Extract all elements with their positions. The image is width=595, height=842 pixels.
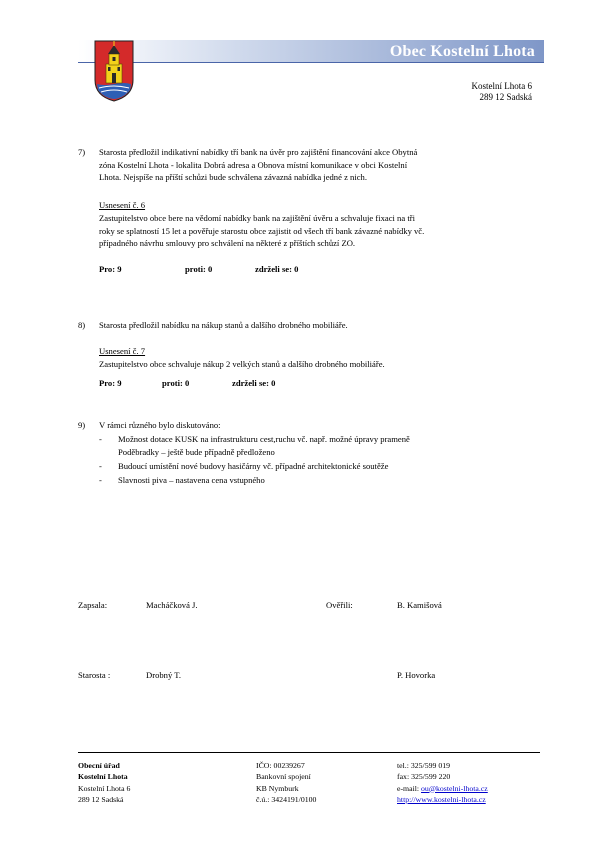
bullet-3-text: Slavnosti piva – nastavena cena vstupného (118, 475, 265, 485)
bullet-1-line-2: Poděbradky – ještě bude případně předloženo (118, 446, 275, 457)
footer-office-zip: 289 12 Sadská (78, 794, 124, 804)
bullet-dash-3: - (99, 475, 102, 485)
address-line-2: 289 12 Sadská (479, 92, 532, 102)
footer-fax: fax: 325/599 220 (397, 772, 451, 782)
recorded-by-name: Macháčková J. (146, 600, 198, 610)
item-9-number: 9) (78, 420, 86, 430)
recorded-by-label: Zapsala: (78, 600, 108, 610)
vote-7-against: proti: 0 (162, 378, 190, 388)
footer-contact (397, 760, 488, 805)
resolution-6-title: Usnesení č. 6 (99, 200, 146, 210)
item-7-line-2: zóna Kostelní Lhota - lokalita Dobrá adresa a Obnova místní komunikace v obci Kostelní (99, 159, 408, 170)
footer-bank-label: Bankovní spojení (256, 772, 311, 782)
bullet-1-line-1: Možnost dotace KUSK na infrastrukturu cest,ruchu vč. např. možné úpravy prameně (118, 434, 410, 444)
footer-office (78, 760, 130, 805)
footer-ico: IČO: 00239267 (256, 761, 305, 770)
item-7-line-3: Lhota. Nejspíše na příští schůzi bude schválena závazná nabídka jedné z nich. (99, 172, 367, 182)
item-7-number: 7) (78, 147, 86, 157)
mayor-name: Drobný T. (146, 670, 182, 680)
resolution-7-text: Zastupitelstvo obce schvaluje nákup 2 velkých stanů a dalšího drobného mobiliáře. (99, 359, 385, 369)
footer-email-label: e-mail: (397, 783, 422, 793)
item-9-text: V rámci různého bylo diskutováno: (99, 420, 221, 430)
vote-7-for: Pro: 9 (99, 378, 122, 388)
verified-by-label: Ověřili: (326, 600, 353, 610)
bullet-2-text: Budoucí umístění nové budovy hasičárny vč. případné architektonické soutěže (118, 461, 389, 471)
resolution-6-text (99, 212, 549, 250)
bullet-dash-1: - (99, 434, 102, 444)
footer-account: č.ú.: 3424191/0100 (256, 794, 317, 804)
vote-6-abstain: zdrželi se: 0 (255, 264, 299, 274)
vote-6-against: proti: 0 (185, 264, 213, 274)
vote-7-abstain: zdrželi se: 0 (232, 378, 276, 388)
resolution-7-title: Usnesení č. 7 (99, 346, 146, 356)
org-title: Obec Kostelní Lhota (389, 43, 535, 60)
item-8-text: Starosta předložil nabídku na nákup stanů a dalšího drobného mobiliáře. (99, 320, 348, 330)
footer-web-row (397, 794, 488, 805)
second-verifier-name: P. Hovorka (397, 670, 436, 680)
footer-web-link[interactable]: http://www.kostelni-lhota.cz (397, 794, 486, 804)
footer-office-village: Kostelní Lhota (78, 772, 128, 782)
mayor-label: Starosta : (78, 670, 111, 680)
footer-divider (78, 752, 540, 753)
footer-bank-name: KB Nymburk (256, 783, 299, 793)
resolution-6-line-1: Zastupitelstvo obce bere na vědomí nabídky bank na zajištění úvěru a schvaluje fixaci na tři (99, 213, 415, 223)
item-8-number: 8) (78, 320, 86, 330)
footer-bank (256, 760, 316, 805)
bullet-dash-2: - (99, 461, 102, 471)
address-line-1: Kostelní Lhota 6 (471, 81, 532, 91)
footer-email-link[interactable]: ou@kostelni-lhota.cz (421, 783, 488, 793)
footer-email-row (397, 783, 488, 794)
footer-office-title: Obecní úřad (78, 761, 120, 770)
address-block (472, 81, 533, 103)
resolution-6-line-2: roky se splatností 15 let a pověřuje starostu obce zajistit od všech tří bank závazné nabídky vč. (99, 225, 425, 236)
footer-office-street: Kostelní Lhota 6 (78, 783, 131, 793)
verified-by-name: B. Kamišová (397, 600, 442, 610)
bullet-1-text (118, 433, 548, 458)
footer-tel: tel.: 325/599 019 (397, 761, 451, 770)
item-7-text (99, 146, 547, 184)
resolution-6-line-3: případného návrhu smlouvy pro schválení na některé z příštích schůzí ZO. (99, 238, 356, 248)
coat-of-arms-icon (94, 40, 134, 102)
vote-6-for: Pro: 9 (99, 264, 122, 274)
item-7-line-1: Starosta předložil indikativní nabídky tří bank na úvěr pro zajištění financování akce Obytná (99, 147, 418, 157)
